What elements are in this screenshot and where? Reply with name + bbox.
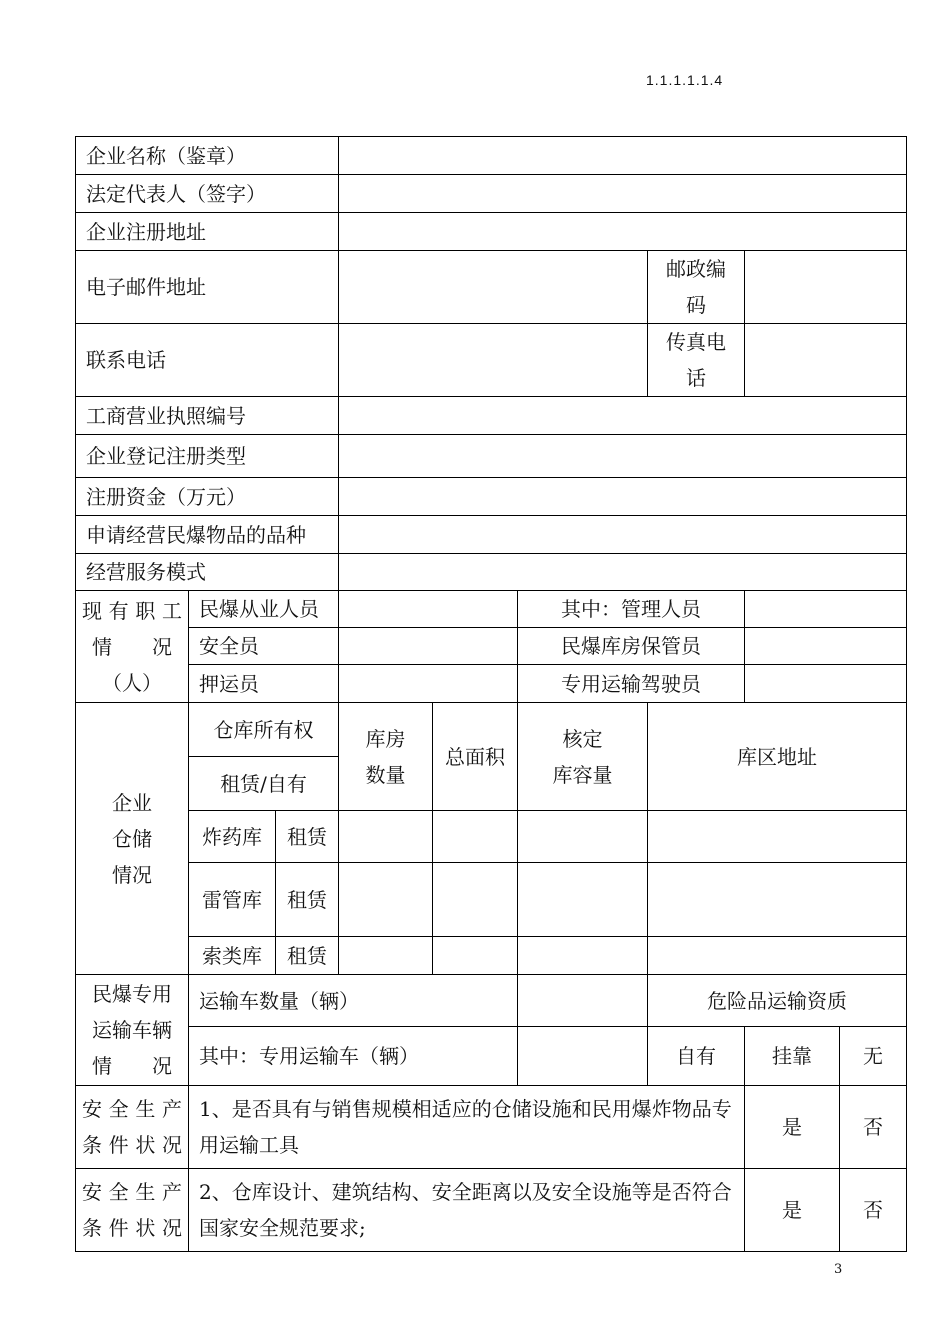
safety-2-yes[interactable]: 是 xyxy=(745,1169,840,1252)
application-form-table xyxy=(75,136,907,1252)
safety-1-title-line1: 安全生产 xyxy=(82,1097,182,1121)
field-capital[interactable] xyxy=(339,478,907,516)
storage-name-fuse: 索类库 xyxy=(189,937,276,975)
row-staff-safety xyxy=(76,628,907,665)
field-reg-address[interactable] xyxy=(339,213,907,251)
field-fax[interactable] xyxy=(745,324,907,397)
storage-section-label xyxy=(76,703,189,975)
page-number: 3 xyxy=(834,1262,843,1277)
col-room-count xyxy=(339,703,433,811)
row-capital xyxy=(76,478,907,516)
field-legal-rep[interactable] xyxy=(339,175,907,213)
col-total-area: 总面积 xyxy=(433,703,518,811)
field-license[interactable] xyxy=(339,397,907,435)
row-company-name xyxy=(76,137,907,175)
room-count-line2: 数量 xyxy=(365,762,406,787)
field-service-mode[interactable] xyxy=(339,554,907,591)
storage-title-line1: 企业 xyxy=(112,790,152,815)
label-postcode: 邮政编码 xyxy=(648,251,745,324)
field-managers[interactable] xyxy=(745,591,907,628)
label-legal-rep: 法定代表人（签字） xyxy=(76,175,339,213)
label-driver: 专用运输驾驶员 xyxy=(518,665,745,703)
field-reg-type[interactable] xyxy=(339,435,907,478)
row-service-mode xyxy=(76,554,907,591)
vehicles-title-line3: 情 况 xyxy=(92,1054,172,1078)
col-capacity xyxy=(518,703,648,811)
label-company-name: 企业名称（鉴章） xyxy=(76,137,339,175)
safety-2-no[interactable]: 否 xyxy=(840,1169,907,1252)
capacity-line1: 核定 xyxy=(562,726,603,751)
label-phone: 联系电话 xyxy=(76,324,339,397)
option-none[interactable]: 无 xyxy=(840,1027,907,1086)
row-storage-detonators xyxy=(76,863,907,937)
staff-section-label xyxy=(76,591,189,703)
field-detonators-capacity[interactable] xyxy=(518,863,648,937)
field-special-vehicles[interactable] xyxy=(518,1027,648,1086)
capacity-line2: 库容量 xyxy=(552,762,613,787)
label-reg-type: 企业登记注册类型 xyxy=(76,435,339,478)
field-fuse-area[interactable] xyxy=(433,937,518,975)
label-keeper: 民爆库房保管员 xyxy=(518,628,745,665)
field-fuse-rooms[interactable] xyxy=(339,937,433,975)
safety-2-title-line1: 安全生产 xyxy=(82,1180,182,1204)
safety-1-label xyxy=(76,1086,189,1169)
field-company-name[interactable] xyxy=(339,137,907,175)
col-address: 库区地址 xyxy=(648,703,907,811)
row-legal-rep xyxy=(76,175,907,213)
storage-tenure-detonators: 租赁 xyxy=(276,863,339,937)
label-managers: 其中：管理人员 xyxy=(518,591,745,628)
vehicles-title-line1: 民爆专用 xyxy=(92,982,172,1006)
storage-name-detonators: 雷管库 xyxy=(189,863,276,937)
field-keeper[interactable] xyxy=(745,628,907,665)
row-phone xyxy=(76,324,907,397)
field-fuse-capacity[interactable] xyxy=(518,937,648,975)
section-number: 1.1.1.1.1.4 xyxy=(646,72,724,88)
vehicles-title-line2: 运输车辆 xyxy=(92,1018,172,1042)
safety-2-label xyxy=(76,1169,189,1252)
field-detonators-area[interactable] xyxy=(433,863,518,937)
row-reg-address xyxy=(76,213,907,251)
field-detonators-rooms[interactable] xyxy=(339,863,433,937)
row-staff-practitioners xyxy=(76,591,907,628)
row-product-kinds xyxy=(76,516,907,554)
field-explosives-address[interactable] xyxy=(648,811,907,863)
field-explosives-area[interactable] xyxy=(433,811,518,863)
field-fuse-address[interactable] xyxy=(648,937,907,975)
label-product-kinds: 申请经营民爆物品的品种 xyxy=(76,516,339,554)
row-staff-escort xyxy=(76,665,907,703)
field-explosives-capacity[interactable] xyxy=(518,811,648,863)
field-driver[interactable] xyxy=(745,665,907,703)
row-vehicles-count xyxy=(76,975,907,1027)
safety-2-text: 2、仓库设计、建筑结构、安全距离以及安全设施等是否符合国家安全规范要求; xyxy=(189,1169,745,1252)
row-safety-2 xyxy=(76,1169,907,1252)
row-reg-type xyxy=(76,435,907,478)
field-detonators-address[interactable] xyxy=(648,863,907,937)
label-lease-own: 租赁/自有 xyxy=(189,757,339,811)
label-capital: 注册资金（万元） xyxy=(76,478,339,516)
field-practitioners[interactable] xyxy=(339,591,518,628)
row-email xyxy=(76,251,907,324)
staff-title-line1: 现有职工 xyxy=(82,598,182,623)
row-license xyxy=(76,397,907,435)
vehicles-section-label xyxy=(76,975,189,1086)
label-special-vehicles: 其中：专用运输车（辆） xyxy=(189,1027,518,1086)
label-practitioners: 民爆从业人员 xyxy=(189,591,339,628)
label-reg-address: 企业注册地址 xyxy=(76,213,339,251)
label-email: 电子邮件地址 xyxy=(76,251,339,324)
row-storage-explosives xyxy=(76,811,907,863)
field-safety-officer[interactable] xyxy=(339,628,518,665)
storage-tenure-fuse: 租赁 xyxy=(276,937,339,975)
field-escort[interactable] xyxy=(339,665,518,703)
label-service-mode: 经营服务模式 xyxy=(76,554,339,591)
storage-title-line3: 情况 xyxy=(112,862,152,887)
field-explosives-rooms[interactable] xyxy=(339,811,433,863)
safety-1-title-line2: 条件状况 xyxy=(82,1133,182,1157)
row-vehicles-special xyxy=(76,1027,907,1086)
storage-tenure-explosives: 租赁 xyxy=(276,811,339,863)
label-ownership: 仓库所有权 xyxy=(189,703,339,757)
safety-2-title-line2: 条件状况 xyxy=(82,1216,182,1240)
field-postcode[interactable] xyxy=(745,251,907,324)
safety-1-no[interactable]: 否 xyxy=(840,1086,907,1169)
staff-title-line2: 情 况 xyxy=(92,634,172,659)
room-count-line1: 库房 xyxy=(365,726,406,751)
storage-name-explosives: 炸药库 xyxy=(189,811,276,863)
row-storage-fuse xyxy=(76,937,907,975)
row-storage-header-1 xyxy=(76,703,907,757)
safety-1-text: 1、是否具有与销售规模相适应的仓储设施和民用爆炸物品专用运输工具 xyxy=(189,1086,745,1169)
option-own[interactable]: 自有 xyxy=(648,1027,745,1086)
field-phone[interactable] xyxy=(339,324,648,397)
label-qualification: 危险品运输资质 xyxy=(648,975,907,1027)
label-license: 工商营业执照编号 xyxy=(76,397,339,435)
staff-title-line3: （人） xyxy=(102,670,162,695)
field-vehicle-count[interactable] xyxy=(518,975,648,1027)
storage-title-line2: 仓储 xyxy=(112,826,152,851)
row-safety-1 xyxy=(76,1086,907,1169)
label-escort: 押运员 xyxy=(189,665,339,703)
field-email[interactable] xyxy=(339,251,648,324)
field-product-kinds[interactable] xyxy=(339,516,907,554)
label-safety-officer: 安全员 xyxy=(189,628,339,665)
option-affiliated[interactable]: 挂靠 xyxy=(745,1027,840,1086)
label-vehicle-count: 运输车数量（辆） xyxy=(189,975,518,1027)
label-fax: 传真电话 xyxy=(648,324,745,397)
safety-1-yes[interactable]: 是 xyxy=(745,1086,840,1169)
